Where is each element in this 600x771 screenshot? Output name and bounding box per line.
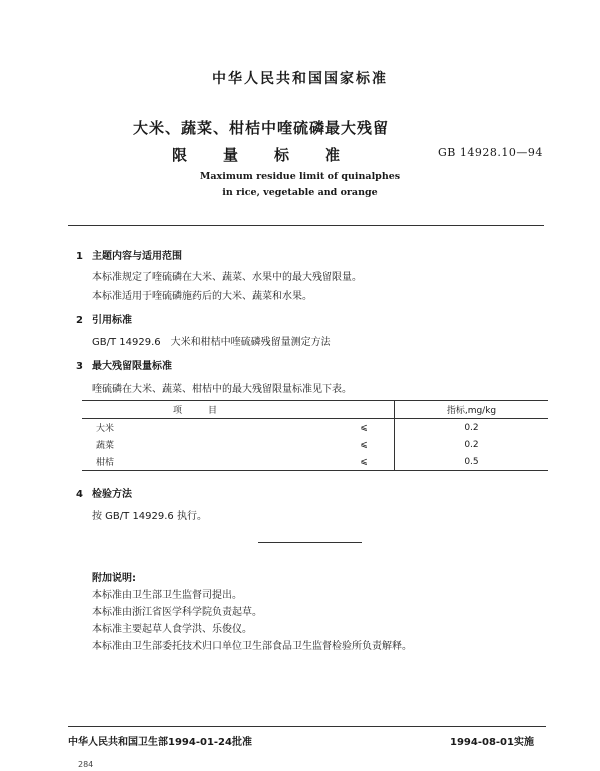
table-cell-operator: ⩽: [334, 453, 395, 471]
table-cell-item: 大米: [96, 424, 115, 434]
section-3-intro: 喹硫磷在大米、蔬菜、柑桔中的最大残留限量标准见下表。: [92, 384, 352, 395]
section-4-title: 检验方法: [92, 489, 132, 500]
table-cell-operator: ⩽: [334, 436, 395, 453]
english-title-line-2: in rice, vegetable and orange: [222, 187, 378, 198]
header-divider: [68, 225, 544, 226]
document-title-line-1: 大米、蔬菜、柑桔中喹硫磷最大残留: [133, 119, 390, 137]
note-line: 本标准由浙江省医学科学院负责起草。: [92, 607, 262, 618]
table-header-item: 项目: [172, 406, 243, 416]
section-1-number: 1: [76, 251, 83, 262]
section-1-paragraph-1: 本标准规定了喹硫磷在大米、蔬菜、水果中的最大残留限量。: [92, 272, 362, 283]
section-3-title: 最大残留限量标准: [92, 361, 172, 372]
table-row: [82, 419, 548, 437]
table-cell-value: 0.2: [464, 422, 479, 433]
document-title-line-2: 限量标准: [172, 146, 377, 164]
table-row: [82, 436, 548, 453]
issuing-body-title: 中华人民共和国国家标准: [212, 71, 388, 87]
english-title-line-1: Maximum residue limit of quinalphes: [199, 171, 401, 182]
section-3-heading: [76, 357, 172, 372]
section-2-reference: [92, 333, 331, 348]
reference-title: 大米和柑桔中喹硫磷残留量测定方法: [170, 337, 331, 348]
approval-statement: 中华人民共和国卫生部1994-01-24批准: [68, 737, 252, 748]
section-2-number: 2: [76, 315, 83, 326]
section-2-title: 引用标准: [92, 315, 132, 326]
table-cell-value: 0.2: [464, 439, 479, 450]
table-cell-item: 柑桔: [96, 458, 115, 468]
table-cell-value: 0.5: [464, 456, 479, 467]
section-4-heading: [76, 485, 132, 500]
section-3-number: 3: [76, 361, 83, 372]
standard-code: GB 14928.10—94: [438, 146, 543, 159]
page-number: 284: [78, 760, 94, 769]
table-cell-item: 蔬菜: [96, 441, 115, 451]
section-1-title: 主题内容与适用范围: [92, 251, 182, 262]
end-divider: [258, 542, 362, 543]
notes-title: 附加说明:: [92, 573, 136, 584]
footer-divider: [68, 726, 546, 727]
section-2-heading: [76, 311, 132, 326]
table-row: [82, 453, 548, 471]
residue-limit-table: [82, 400, 548, 471]
note-line: 本标准由卫生部委托技术归口单位卫生部食品卫生监督检验所负责解释。: [92, 641, 412, 652]
table-header-spacer: [334, 401, 395, 419]
section-1-heading: [76, 247, 182, 262]
effective-date: 1994-08-01实施: [450, 737, 534, 748]
table-cell-operator: ⩽: [334, 419, 395, 437]
table-header-row: [82, 401, 548, 419]
section-1-paragraph-2: 本标准适用于喹硫磷施药后的大米、蔬菜和水果。: [92, 291, 312, 302]
section-4-text: 按 GB/T 14929.6 执行。: [92, 511, 207, 522]
note-line: 本标准主要起草人食学洪、乐俊仪。: [92, 624, 252, 635]
section-4-number: 4: [76, 489, 83, 500]
table-header-value: 指标,mg/kg: [446, 406, 497, 416]
reference-code: GB/T 14929.6: [92, 337, 161, 348]
note-line: 本标准由卫生部卫生监督司提出。: [92, 590, 242, 601]
